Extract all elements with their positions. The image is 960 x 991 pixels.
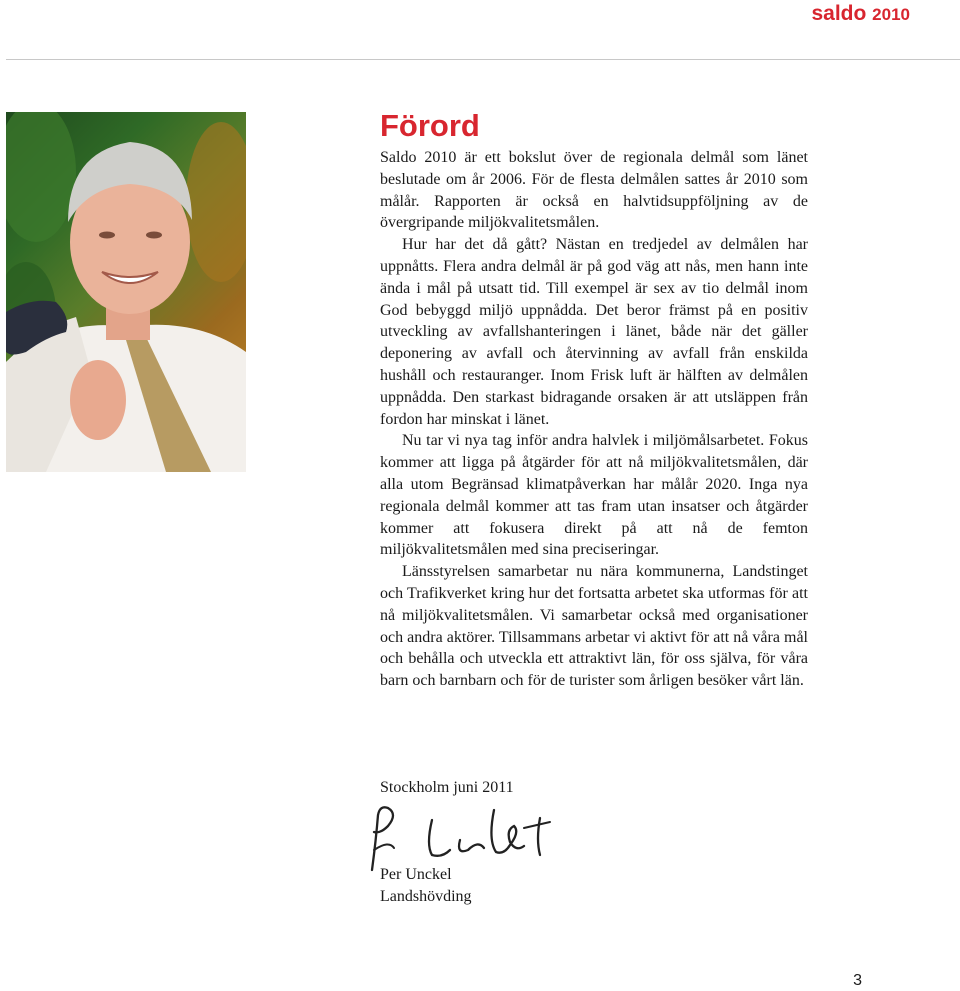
paragraph: Nu tar vi nya tag inför andra halvlek i miljömålsarbetet. Fokus kommer att ligga på åtgärder för att nå miljökvalitetsmålen, där alla utom Begränsad klimatpåverkan har målår 2020. Inga nya regionala delmål kommer att tas fram utan insatser och åtgärder kommer att fokusera direkt på att nå de femton miljökvalitetsmålen med sina preciseringar. bbox=[380, 432, 808, 559]
signer-title: Landshövding bbox=[380, 888, 472, 905]
body-text bbox=[380, 147, 808, 692]
running-header bbox=[811, 0, 910, 29]
place-date: Stockholm juni 2011 bbox=[380, 779, 514, 796]
paragraph: Hur har det då gått? Nästan en tredjedel av delmålen har uppnåtts. Flera andra delmål är på god väg att nås, men hann inte ända i mål på utsatt tid. Till exempel är sex av tio delmål inom God bebyggd miljö uppnådda. Det beror främst på en positiv utveckling av avfallshanteringen i länet, både när det gäller deponering av avfall och återvinning av avfall från enskilda hushåll och restauranger. Inom Frisk luft är hälften av delmålen uppnådda. Den starkast bidragande orsaken är att utsläppen från fordon har minskat i länet. bbox=[380, 236, 808, 428]
page-number: 3 bbox=[853, 972, 862, 989]
header-title: saldo bbox=[811, 2, 867, 25]
header-divider bbox=[6, 59, 960, 60]
signer-name: Per Unckel bbox=[380, 866, 452, 883]
header-year: 2010 bbox=[872, 5, 910, 24]
portrait-photo bbox=[6, 112, 246, 472]
page-title: Förord bbox=[380, 108, 480, 143]
signer-block bbox=[380, 864, 472, 908]
paragraph: Saldo 2010 är ett bokslut över de regionala delmål som länet beslutade om år 2006. För de flesta delmålen sattes år 2010 som målår. Rapporten är också en halvtidsuppföljning av de övergripande miljökvalitetsmålen. bbox=[380, 149, 808, 232]
paragraph: Länsstyrelsen samarbetar nu nära kommunerna, Landstinget och Trafikverket kring hur det fortsatta arbetet ska utformas för att nå miljökvalitetsmålen. Vi samarbetar också med organisationer och andra aktörer. Tillsammans arbetar vi aktivt för att nå våra mål och behålla och utveckla ett attraktivt län, för oss själva, för våra barn och barnbarn och för de turister som årligen besöker vårt län. bbox=[380, 563, 808, 690]
